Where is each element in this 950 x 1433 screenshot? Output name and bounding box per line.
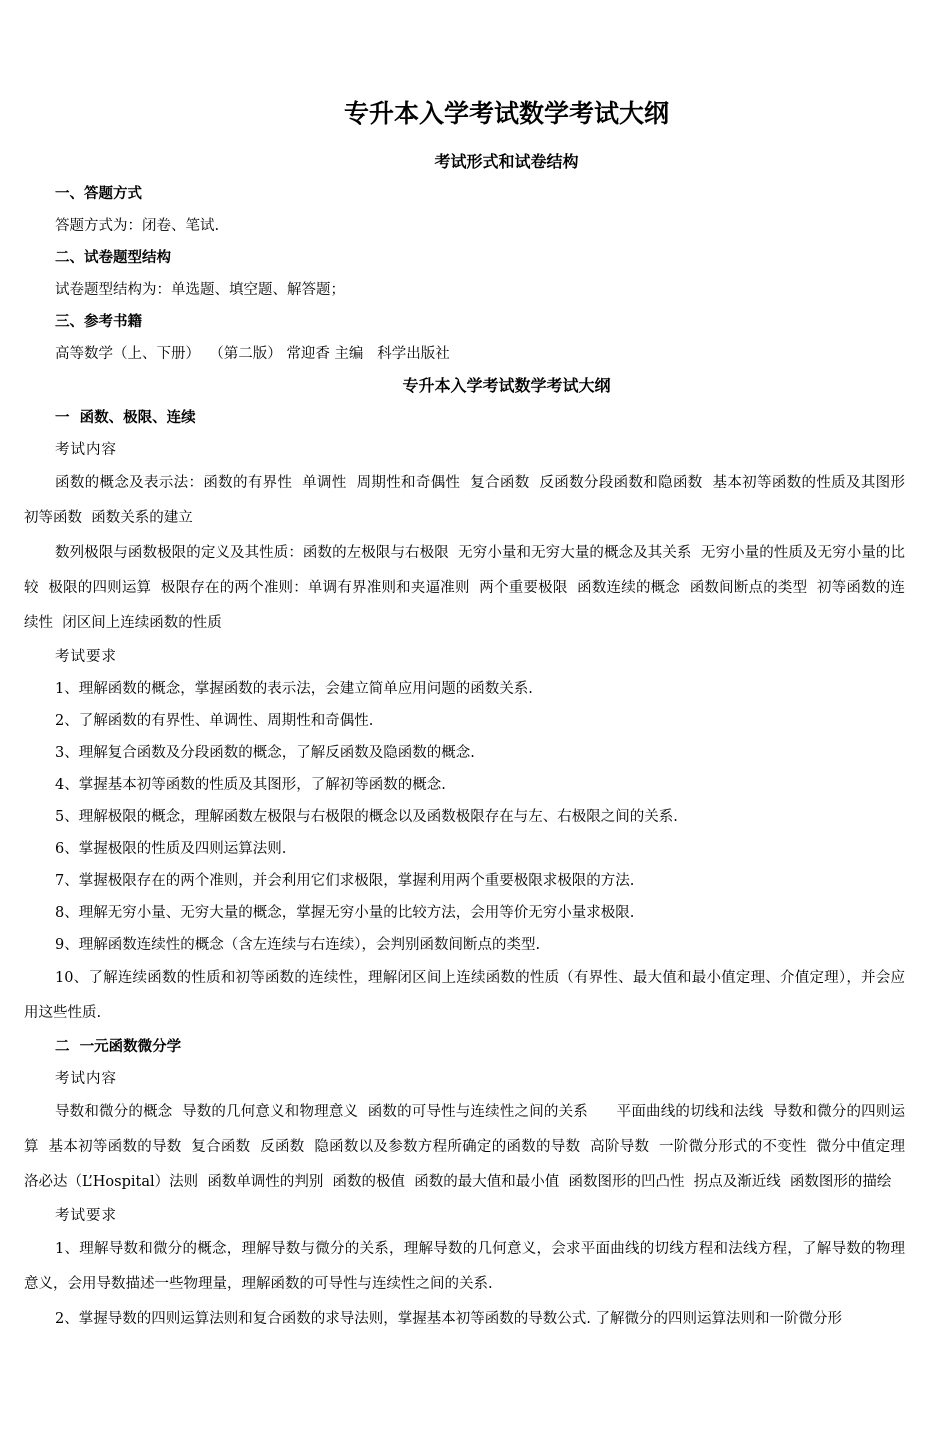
chapter-heading-functions-limits: 一 函数、极限、连续 — [55, 409, 196, 426]
requirements-label: 考试要求 — [55, 1208, 117, 1224]
outline-heading: 专升本入学考试数学考试大纲 — [402, 376, 611, 395]
requirements-label: 考试要求 — [55, 649, 117, 665]
requirement-item: 3、理解复合函数及分段函数的概念，了解反函数及隐函数的概念. — [55, 745, 475, 761]
content-paragraph: 导数和微分的概念 导数的几何意义和物理意义 函数的可导性与连续性之间的关系 平面曲线的切线和法线 导数和微分的四则运算 基本初等函数的导数 复合函数 反函数 隐函数以及参数方程所确定的函数的导数 高阶导数 一阶微分形式的不变性 微分中值定理 洛必达（L’Hospital）法则 函数单调性的判别 函数的极值 函数的最大值和最小值 函数图形的凹凸性 拐点及渐近线 函数图形的描绘 — [24, 1104, 915, 1190]
requirement-item: 9、理解函数连续性的概念（含左连续与右连续），会判别函数间断点的类型. — [55, 937, 541, 953]
part-heading-reference-books: 三、参考书籍 — [55, 313, 142, 330]
requirement-item: 8、理解无穷小量、无穷大量的概念，掌握无穷小量的比较方法，会用等价无穷小量求极限. — [55, 905, 635, 921]
content-label: 考试内容 — [55, 1071, 117, 1087]
requirement-item: 7、掌握极限存在的两个准则，并会利用它们求极限，掌握利用两个重要极限求极限的方法. — [55, 873, 635, 889]
document-page — [24, 92, 915, 1337]
part-heading-answer-method: 一、答题方式 — [55, 185, 142, 202]
content-label: 考试内容 — [55, 442, 117, 458]
chapter-heading-differential-calculus: 二 一元函数微分学 — [55, 1038, 182, 1055]
content-paragraph: 数列极限与函数极限的定义及其性质：函数的左极限与右极限 无穷小量和无穷大量的概念及其关系 无穷小量的性质及无穷小量的比较 极限的四则运算 极限存在的两个准则：单调有界准则和夹逼准则 两个重要极限 函数连续的概念 函数间断点的类型 初等函数的连续性 闭区间上连续函数的性质 — [24, 545, 905, 631]
document-title: 专升本入学考试数学考试大纲 — [343, 99, 669, 128]
requirement-item: 2、掌握导数的四则运算法则和复合函数的求导法则，掌握基本初等函数的导数公式. 了解微分的四则运算法则和一阶微分形 — [55, 1311, 842, 1327]
requirement-item: 2、了解函数的有界性、单调性、周期性和奇偶性. — [55, 713, 374, 729]
requirement-item: 1、理解导数和微分的概念，理解导数与微分的关系，理解导数的几何意义，会求平面曲线的切线方程和法线方程，了解导数的物理意义，会用导数描述一些物理量，理解函数的可导性与连续性之间的关系. — [24, 1241, 905, 1292]
part-text-paper-structure: 试卷题型结构为：单选题、填空题、解答题； — [55, 282, 345, 298]
requirement-item: 5、理解极限的概念，理解函数左极限与右极限的概念以及函数极限存在与左、右极限之间的关系. — [55, 809, 678, 825]
part-text-answer-method: 答题方式为：闭卷、笔试. — [55, 218, 220, 234]
requirement-item: 4、掌握基本初等函数的性质及其图形，了解初等函数的概念. — [55, 777, 446, 793]
section-heading-exam-form: 考试形式和试卷结构 — [434, 152, 579, 171]
part-text-reference-books: 高等数学（上、下册） （第二版） 常迎香 主编 科学出版社 — [55, 346, 450, 362]
requirement-item: 6、掌握极限的性质及四则运算法则. — [55, 841, 287, 857]
requirement-item: 10、了解连续函数的性质和初等函数的连续性，理解闭区间上连续函数的性质（有界性、最大值和最小值定理、介值定理），并会应用这些性质. — [24, 970, 905, 1021]
requirement-item: 1、理解函数的概念，掌握函数的表示法，会建立简单应用问题的函数关系. — [55, 681, 533, 697]
content-paragraph: 函数的概念及表示法：函数的有界性 单调性 周期性和奇偶性 复合函数 反函数分段函数和隐函数 基本初等函数的性质及其图形 初等函数 函数关系的建立 — [24, 475, 915, 526]
part-heading-paper-structure: 二、试卷题型结构 — [55, 249, 171, 266]
